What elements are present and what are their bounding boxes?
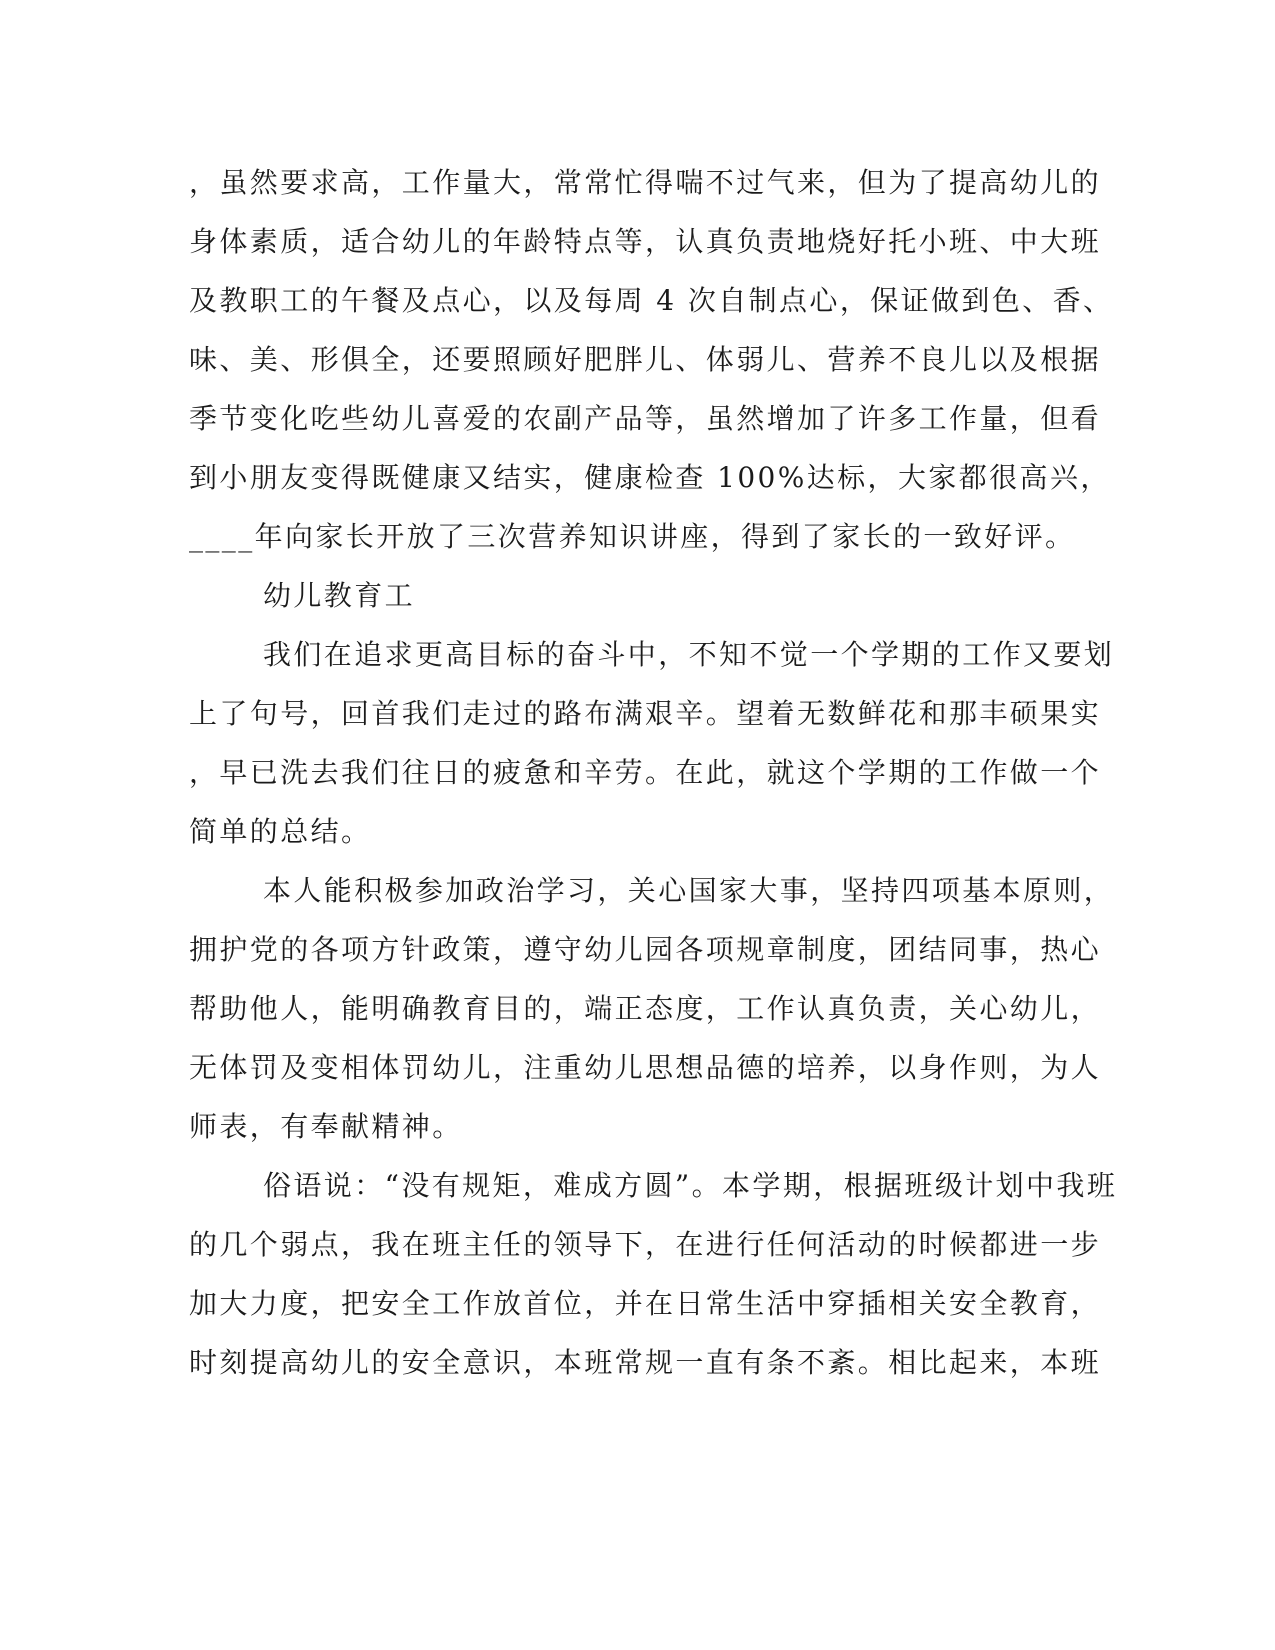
- text-line: 帮助他人，能明确教育目的，端正态度，工作认真负责，关心幼儿，: [189, 992, 1102, 1025]
- text-line: 本人能积极参加政治学习，关心国家大事，坚持四项基本原则，: [263, 874, 1115, 907]
- text-line: 上了句号，回首我们走过的路布满艰辛。望着无数鲜花和那丰硕果实: [189, 697, 1102, 730]
- text-line: 季节变化吃些幼儿喜爱的农副产品等，虽然增加了许多工作量，但看: [189, 402, 1102, 435]
- text-line: 简单的总结。: [189, 815, 372, 848]
- text-line: 加大力度，把安全工作放首位，并在日常生活中穿插相关安全教育，: [189, 1287, 1102, 1320]
- text-line: 无体罚及变相体罚幼儿，注重幼儿思想品德的培养，以身作则，为人: [189, 1051, 1102, 1084]
- text-line: 拥护党的各项方针政策，遵守幼儿园各项规章制度，团结同事，热心: [189, 933, 1102, 966]
- text-line: ，虽然要求高，工作量大，常常忙得喘不过气来，但为了提高幼儿的: [189, 166, 1102, 199]
- text-line: 我们在追求更高目标的奋斗中，不知不觉一个学期的工作又要划: [263, 638, 1115, 671]
- section-heading: 幼儿教育工: [263, 579, 416, 612]
- text-line: 时刻提高幼儿的安全意识，本班常规一直有条不紊。相比起来，本班: [189, 1346, 1102, 1379]
- text-line: 身体素质，适合幼儿的年龄特点等，认真负责地烧好托小班、中大班: [189, 225, 1102, 258]
- text-line: 到小朋友变得既健康又结实，健康检查 100%达标，大家都很高兴，: [189, 461, 1111, 494]
- text-line: ____年向家长开放了三次营养知识讲座，得到了家长的一致好评。: [189, 520, 1076, 553]
- text-line: 味、美、形俱全，还要照顾好肥胖儿、体弱儿、营养不良儿以及根据: [189, 343, 1102, 376]
- text-line: 及教职工的午餐及点心，以及每周 4 次自制点心，保证做到色、香、: [189, 284, 1114, 317]
- text-line: ，早已洗去我们往日的疲惫和辛劳。在此，就这个学期的工作做一个: [189, 756, 1102, 789]
- text-line: 师表，有奉献精神。: [189, 1110, 463, 1143]
- text-line: 俗语说：“没有规矩，难成方圆”。本学期，根据班级计划中我班: [263, 1169, 1118, 1202]
- text-line: 的几个弱点，我在班主任的领导下，在进行任何活动的时候都进一步: [189, 1228, 1102, 1261]
